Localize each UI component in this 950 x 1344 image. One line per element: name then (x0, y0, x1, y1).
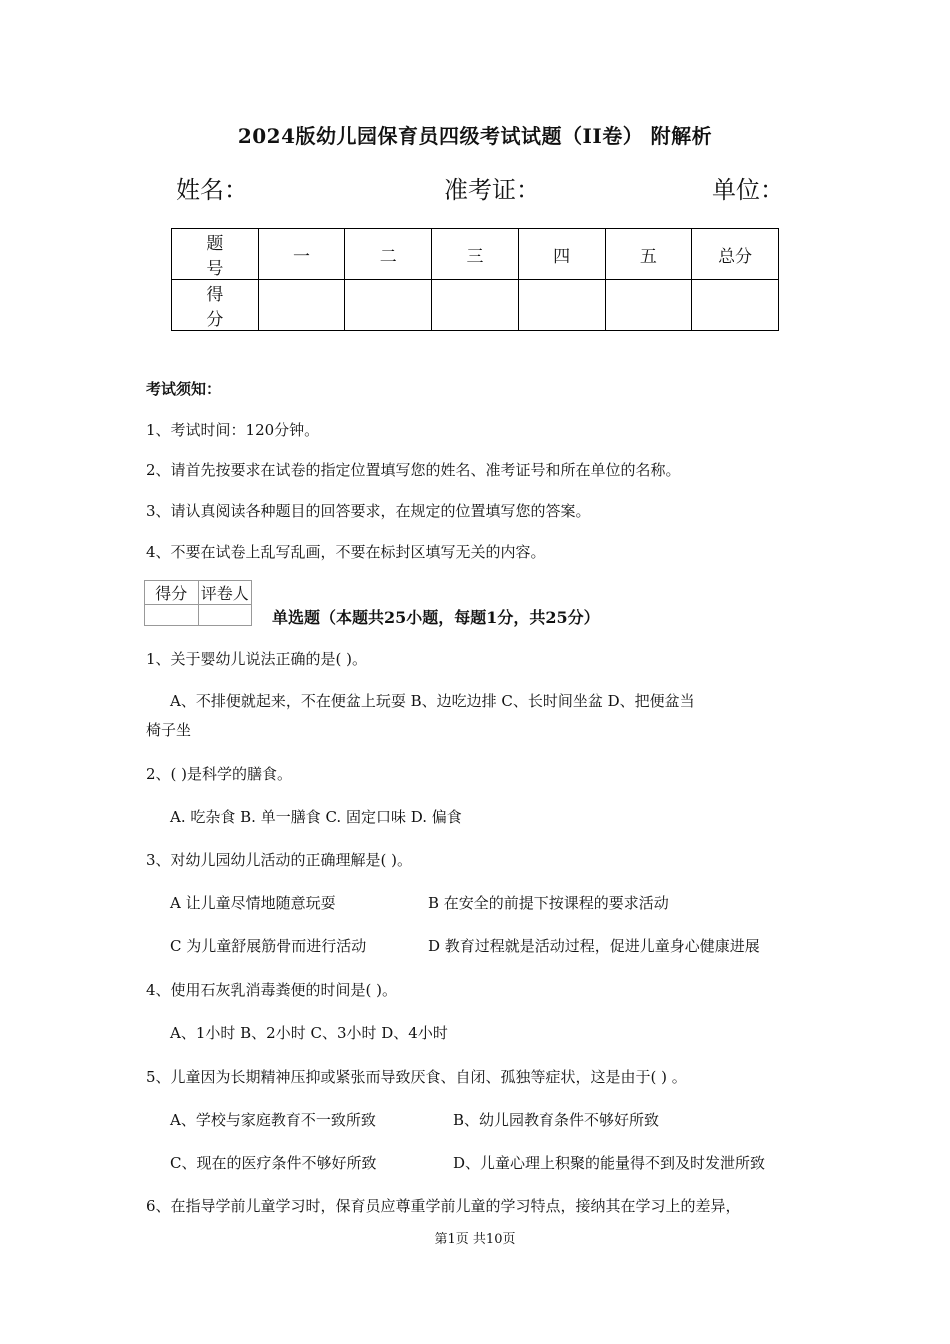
question-options-cont: 椅子坐 (146, 721, 192, 739)
option-a: A、学校与家庭教育不一致所致 (170, 1111, 376, 1129)
score-header-3: 三 (432, 229, 519, 280)
score-table-header-row (172, 229, 779, 280)
grader-name-cell[interactable] (198, 605, 252, 626)
question-stem: 2、( )是科学的膳食。 (146, 765, 293, 783)
notice-item: 4、不要在试卷上乱写乱画，不要在标封区填写无关的内容。 (146, 543, 546, 561)
notice-heading: 考试须知： (146, 380, 222, 398)
score-cell-total[interactable] (692, 280, 779, 331)
option-b: B、幼儿园教育条件不够好所致 (453, 1111, 660, 1129)
exam-id-label: 准考证： (444, 176, 540, 204)
question-options: A、1小时 B、2小时 C、3小时 D、4小时 (170, 1024, 448, 1042)
score-header-total: 总分 (692, 229, 779, 280)
score-row-label: 得 分 (172, 280, 259, 331)
option-c: C 为儿童舒展筋骨而进行活动 (170, 937, 367, 955)
score-header-label: 题 号 (172, 229, 259, 280)
question-stem: 1、关于婴幼儿说法正确的是( )。 (146, 650, 368, 668)
score-table (171, 228, 779, 331)
score-cell-4[interactable] (518, 280, 605, 331)
section-title: 单选题（本题共25小题，每题1分，共25分） (272, 608, 600, 627)
score-cell-2[interactable] (345, 280, 432, 331)
option-b: B 在安全的前提下按课程的要求活动 (428, 894, 669, 912)
page-footer: 第1页 共10页 (434, 1232, 516, 1247)
page-title: 2024版幼儿园保育员四级考试试题（II卷） 附解析 (237, 124, 713, 148)
notice-item: 1、考试时间：120分钟。 (146, 421, 320, 439)
grader-score-label: 得分 (145, 581, 199, 605)
notice-item: 3、请认真阅读各种题目的回答要求，在规定的位置填写您的答案。 (146, 502, 591, 520)
option-c: C、现在的医疗条件不够好所致 (170, 1154, 377, 1172)
option-d: D 教育过程就是活动过程，促进儿童身心健康进展 (428, 937, 760, 955)
score-header-1: 一 (258, 229, 345, 280)
grader-score-cell[interactable] (145, 605, 199, 626)
score-cell-3[interactable] (432, 280, 519, 331)
question-options: A. 吃杂食 B. 单一膳食 C. 固定口味 D. 偏食 (170, 808, 462, 826)
grader-name-label: 评卷人 (198, 581, 252, 605)
option-a: A 让儿童尽情地随意玩耍 (170, 894, 336, 912)
score-header-4: 四 (518, 229, 605, 280)
score-table-score-row (172, 280, 779, 331)
score-header-5: 五 (605, 229, 692, 280)
question-stem: 4、使用石灰乳消毒粪便的时间是( )。 (146, 981, 398, 999)
score-cell-5[interactable] (605, 280, 692, 331)
name-label: 姓名： (176, 176, 248, 204)
score-cell-1[interactable] (258, 280, 345, 331)
option-d: D、儿童心理上积聚的能量得不到及时发泄所致 (453, 1154, 766, 1172)
question-stem: 3、对幼儿园幼儿活动的正确理解是( )。 (146, 851, 413, 869)
question-options: A、不排便就起来，不在便盆上玩耍 B、边吃边排 C、长时间坐盆 D、把便盆当 (170, 692, 695, 710)
notice-item: 2、请首先按要求在试卷的指定位置填写您的姓名、准考证号和所在单位的名称。 (146, 461, 681, 479)
grader-box (144, 580, 252, 626)
score-header-2: 二 (345, 229, 432, 280)
unit-label: 单位： (712, 176, 784, 204)
question-stem: 5、儿童因为长期精神压抑或紧张而导致厌食、自闭、孤独等症状，这是由于( ) 。 (146, 1068, 687, 1086)
question-stem: 6、在指导学前儿童学习时，保育员应尊重学前儿童的学习特点，接纳其在学习上的差异， (146, 1197, 741, 1215)
